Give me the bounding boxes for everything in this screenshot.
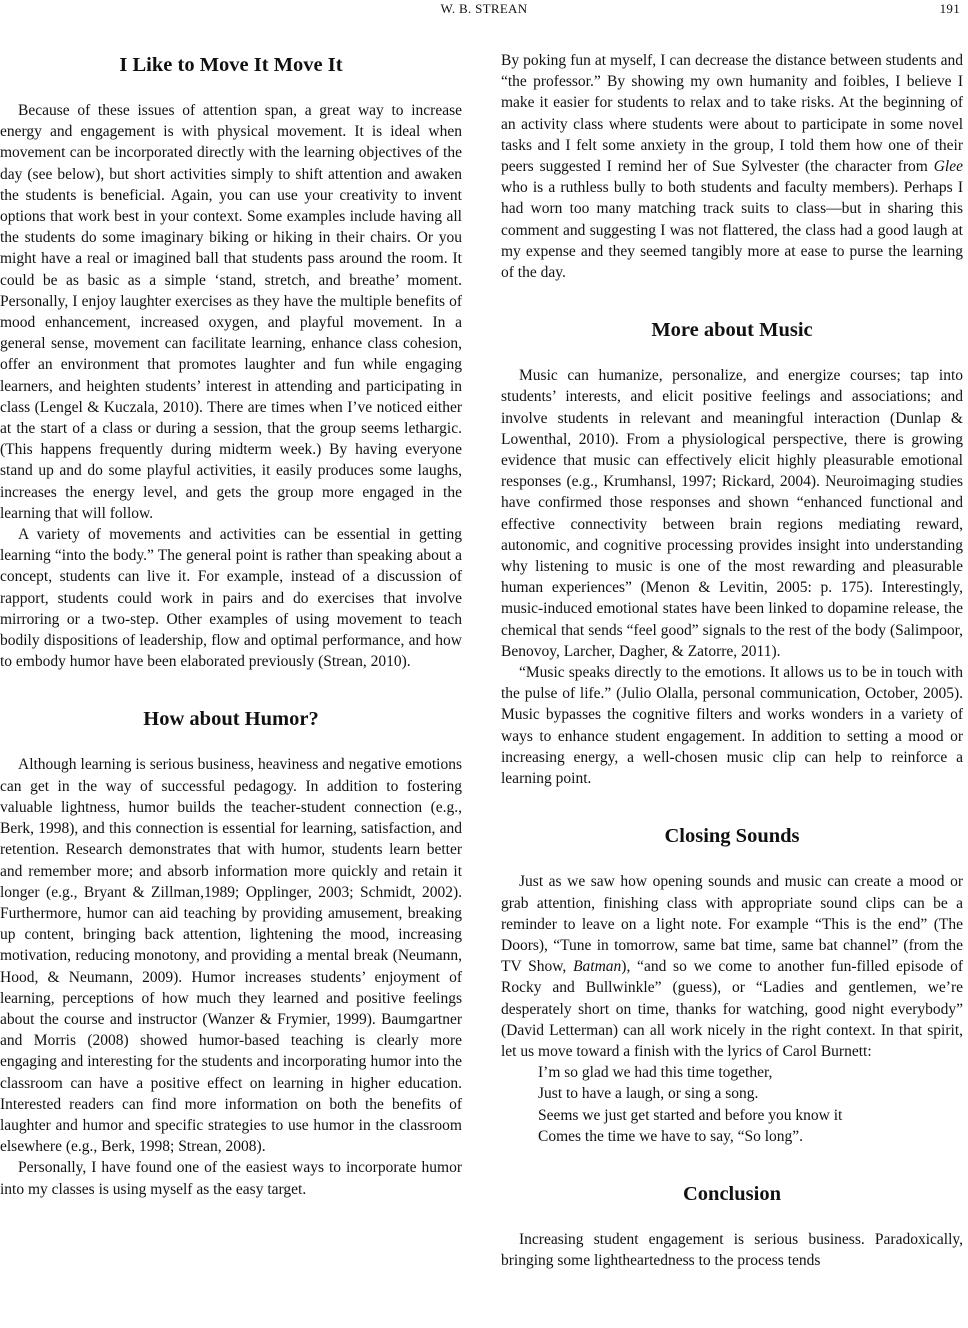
show-title-batman: Batman [573,958,622,976]
verse-line: Seems we just get started and before you know it [538,1106,843,1124]
section-title-music: More about Music [651,319,813,342]
paragraph-move-1: Because of these issues of attention span, a great way to increase energy and engagement is with physical movement. It is ideal when movement can be incorporated directly with the learning objectives of the day (see below), but short activities simply to shift attention and awaken the students is beneficial. Again, you can use your creativity to invent options that work best in your context. Some examples include having all the students do some imaginary biking or hiking in their chairs. Or you might have a real or imagined ball that students pass around the room. It could be as basic as a simple ‘stand, stretch, and breathe’ moment. Personally, I enjoy laughter exercises as they have the multiple benefits of mood enhancement, increased oxygen, and playful movement. In a general sense, movement can facilitate learning, enhance class cohesion, offer an environment that promotes laughter and fun while engaging learners, and heighten students’ interest in attending and participating in class (Lengel & Kuczala, 2010). There are times when I’ve noticed either at the start of a class or during a session, that the group seems lethargic. (This happens frequently during midterm week.) By having everyone stand up and do some playful activities, it easily produces some laughs, increases the energy level, and gets the group more engaged in the learning that will follow. [0,102,462,522]
paragraph-music-2: “Music speaks directly to the emotions. It allows us to be in touch with the pulse of life.” (Julio Olalla, personal communication, October, 2005). Music bypasses the cognitive filters and works wonders in a variety of ways to enhance student engagement. In addition to setting a mood or increasing energy, a well-chosen music clip can help to reinforce a learning point. [501,664,963,788]
section-title-conclusion: Conclusion [683,1182,781,1205]
verse-line: Comes the time we have to say, “So long”. [538,1127,804,1145]
verse-line: Just to have a laugh, or sing a song. [538,1085,759,1103]
left-column [0,40,462,1200]
paragraph-humor-2: Personally, I have found one of the easiest ways to incorporate humor into my classes is using myself as the easy target. [0,1159,462,1198]
section-title-move: I Like to Move It Move It [119,54,343,76]
paragraph-music-1: Music can humanize, personalize, and energize courses; tap into students’ interests, and elicit positive feelings and associations; and involve students in relevant and meaningful interaction (Dunlap & Lowenthal, 2010). From a physiological perspective, there is growing evidence that music can effectively elicit highly pleasurable emotional responses (e.g., Krumhansl, 1997; Rickard, 2004). Neuroimaging studies have confirmed those responses and shown “enhanced functional and effective connectivity between brain regions mediating reward, autonomic, and cognitive processing provides insight into understanding why listening to music is one of the most rewarding and pleasurable human experiences” (Menon & Levitin, 2005: p. 175). Interestingly, music-induced emotional states have been linked to dopamine release, the chemical that sends “feel good” signals to the rest of the body (Salimpoor, Benovoy, Larcher, Dagher, & Zatorre, 2011). [501,367,963,660]
running-title: W. B. STREAN [440,1,528,16]
right-column [501,50,963,1271]
section-title-closing: Closing Sounds [664,825,800,848]
paragraph-humor-1: Although learning is serious business, heaviness and negative emotions can get in the way of successful pedagogy. In addition to fostering valuable lightness, humor builds the teacher-student connection (e.g., Berk, 1998), and this connection is essential for learning, satisfaction, and retention. Research demonstrates that with humor, students learn better and remember more; and absorb information more quickly and retain it longer (e.g., Bryant & Zillman,1989; Opplinger, 2003; Schmidt, 2002). Furthermore, humor can aid teaching by providing amusement, breaking up content, bringing back attention, lightening the mood, increasing motivation, reducing monotony, and providing a mental break (Neumann, Hood, & Neumann, 2009). Humor increases students’ enjoyment of learning, perceptions of how much they learned and positive feelings about the course and instructor (Wanzer & Frymier, 1999). Baumgartner and Morris (2008) showed humor-based teaching is clearly more engaging and interesting for the students and incorporating humor into the classroom can have a positive effect on learning in higher education. Interested readers can find more information on both the benefits of laughter and humor and specific strategies to use humor in the classroom elsewhere (e.g., Berk, 1998; Strean, 2008). [0,756,462,1156]
paragraph-humor-continued: By poking fun at myself, I can decrease the distance between students and “the professor.” By showing my own humanity and foibles, I believe I make it easier for students to relax and to take risks. At the beginning of an activity class where students were about to participate in some novel tasks and I felt some anxiety in the group, I told them how one of their peers suggested I remind her of Sue Sylvester (the character from Glee who is a ruthless bully to both students and faculty members). Perhaps I had worn too many matching track suits to class—but in sharing this comment and suggesting I was not flattered, the class had a good laugh at my expense and they seemed tangibly more at ease to purse the learning of the day. [501,52,963,282]
running-header [0,0,968,22]
show-title-glee: Glee [933,158,963,176]
paragraph-move-2: A variety of movements and activities can be essential in getting learning “into the body.” The general point is rather than speaking about a concept, students can live it. For example, instead of a discussion of rapport, students could work in pairs and do exercises that involve mirroring or a two-step. Other examples of using movement to teach bodily dispositions of leadership, flow and optimal performance, and how to embody humor have been elaborated previously (Strean, 2010). [0,526,462,671]
verse-line: I’m so glad we had this time together, [538,1064,773,1082]
section-title-humor: How about Humor? [143,708,319,731]
paragraph-closing-1: Just as we saw how opening sounds and music can create a mood or grab attention, finishing class with appropriate sound clips can be a reminder to leave on a light note. For example “This is the end” (The Doors), “Tune in tomorrow, same bat time, same bat channel” (from the TV Show, Batman), “and so we come to another fun-filled episode of Rocky and Bullwinkle” (guess), or “Ladies and gentlemen, we’re desperately short on time, thanks for watching, good night everybody” (David Letterman) can all work nicely in the right context. In that spirit, let us move toward a finish with the lyrics of Carol Burnett: [501,873,963,1060]
page-number: 191 [939,1,960,16]
paragraph-conclusion-1: Increasing student engagement is serious business. Paradoxically, bringing some lightheartedness to the process tends [501,1230,963,1270]
